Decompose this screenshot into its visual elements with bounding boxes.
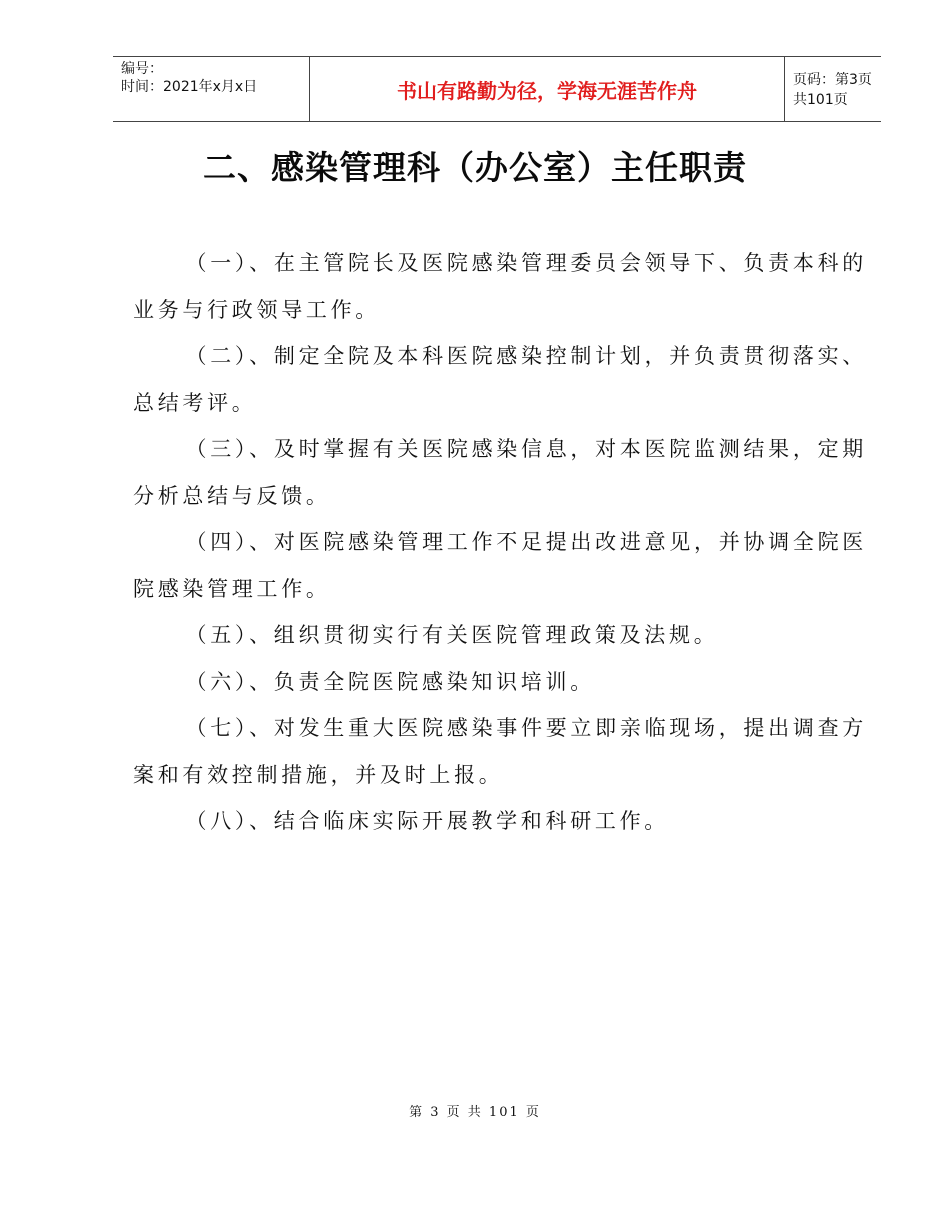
document-number-label: 编号： xyxy=(121,61,163,77)
document-time-label: 时间：2021年x月x日 xyxy=(121,79,258,95)
document-title: 二、感染管理科（办公室）主任职责 xyxy=(203,148,747,187)
duty-item-4: （四）、对医院感染管理工作不足提出改进意见，并协调全院医院感染管理工作。 xyxy=(133,530,867,601)
header-meta xyxy=(113,57,309,121)
header-page-info: 页码：第3页 共101页 xyxy=(793,72,872,108)
duty-item-7: （七）、对发生重大医院感染事件要立即亲临现场，提出调查方案和有效控制措施，并及时上报。 xyxy=(133,716,867,787)
page-footer: 第 3 页 共 101 页 xyxy=(409,1105,541,1120)
duty-item-5: （五）、组织贯彻实行有关医院管理政策及法规。 xyxy=(185,623,719,647)
page-header xyxy=(113,56,881,122)
header-motto: 书山有路勤为径，学海无涯苦作舟 xyxy=(309,57,785,121)
duty-item-2: （二）、制定全院及本科医院感染控制计划，并负责贯彻落实、总结考评。 xyxy=(133,344,867,415)
duty-item-8: （八）、结合临床实际开展教学和科研工作。 xyxy=(185,809,669,833)
duty-item-6: （六）、负责全院医院感染知识培训。 xyxy=(185,669,595,694)
duty-item-3: （三）、及时掌握有关医院感染信息，对本医院监测结果，定期分析总结与反馈。 xyxy=(133,437,867,508)
duty-item-1: （一）、在主管院长及医院感染管理委员会领导下、负责本科的业务与行政领导工作。 xyxy=(133,251,867,322)
document-body xyxy=(133,240,867,845)
